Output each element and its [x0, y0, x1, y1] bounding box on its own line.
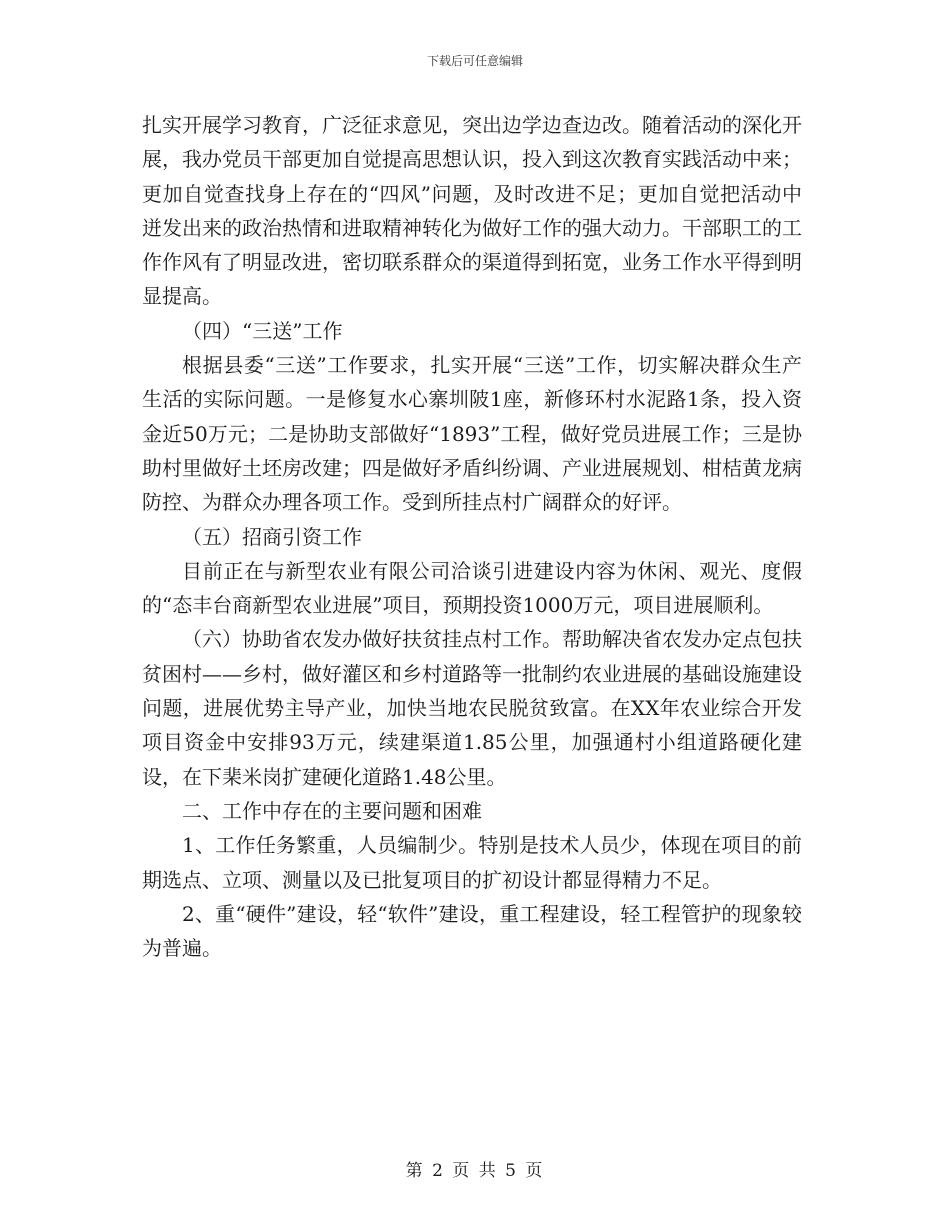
section-heading-two: 二、工作中存在的主要问题和困难: [182, 798, 482, 823]
paragraph: 2、重“硬件”建设，轻“软件”建设，重工程建设，轻工程管护的现象较为普遍。: [142, 901, 802, 961]
page-footer: 第 2 页 共 5 页: [405, 1161, 545, 1181]
paragraph: 扎实开展学习教育，广泛征求意见，突出边学边查边改。随着活动的深化开展，我办党员干部更加自觉提高思想认识，投入到这次教育实践活动中来；更加自觉查找身上存在的“四风”问题，及时改进不足；更加自觉把活动中迸发出来的政治热情和进取精神转化为做好工作的强大动力。干部职工的工作作风有了明显改进，密切联系群众的渠道得到拓宽，业务工作水平得到明显提高。: [142, 113, 802, 309]
paragraph: 根据县委“三送”工作要求，扎实开展“三送”工作，切实解决群众生产生活的实际问题。一是修复水心寨圳陂1座，新修环村水泥路1条，投入资金近50万元；二是协助支部做好“1893”工程，做好党员进展工作；三是协助村里做好土坯房改建；四是做好矛盾纠纷调、产业进展规划、柑桔黄龙病防控、为群众办理各项工作。受到所挂点村广阔群众的好评。: [142, 353, 802, 515]
page-header: 下载后可任意编辑: [426, 54, 523, 68]
document-body: [142, 108, 802, 965]
paragraph: 1、工作任务繁重，人员编制少。特别是技术人员少，体现在项目的前期选点、立项、测量以及已批复项目的扩初设计都显得精力不足。: [142, 833, 802, 892]
section-heading-five: （五）招商引资工作: [182, 524, 362, 549]
paragraph: （六）协助省农发办做好扶贫挂点村工作。帮助解决省农发办定点包扶贫困村——乡村，做好灌区和乡村道路等一批制约农业进展的基础设施建设问题，进展优势主导产业，加快当地农民脱贫致富。在XX年农业综合开发项目资金中安排93万元，续建渠道1.85公里，加强通村小组道路硬化建设，在下棐米岗扩建硬化道路1.48公里。: [142, 627, 802, 789]
paragraph: 目前正在与新型农业有限公司洽谈引进建设内容为休闲、观光、度假的“态丰台商新型农业进展”项目，预期投资1000万元，项目进展顺利。: [142, 558, 802, 618]
section-heading-four: （四）“三送”工作: [182, 318, 343, 343]
